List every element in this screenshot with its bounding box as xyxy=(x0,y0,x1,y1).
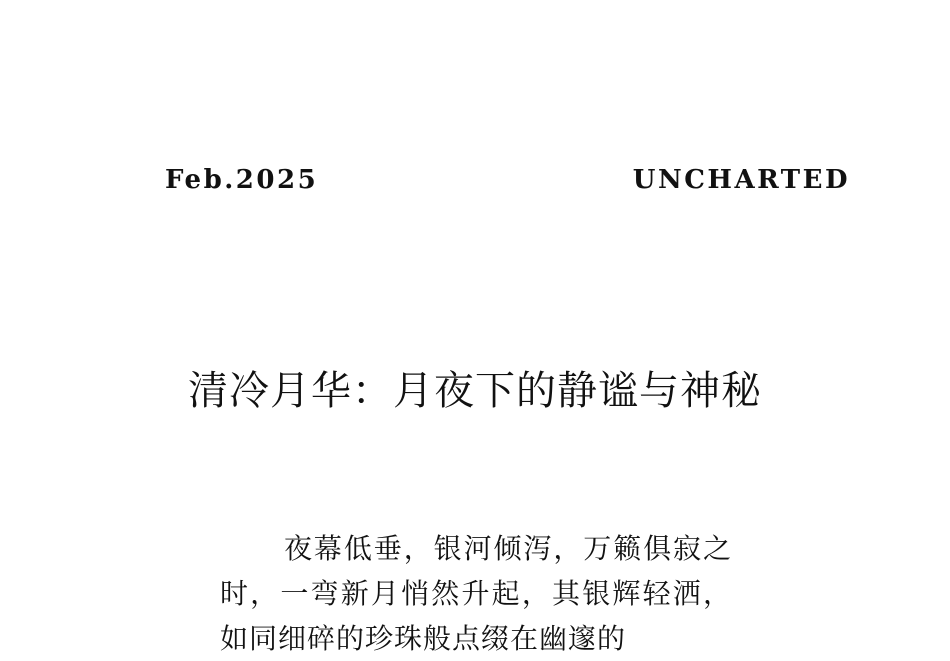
article-paragraph: 夜幕低垂，银河倾泻，万籁俱寂之时，一弯新月悄然升起，其银辉轻洒，如同细碎的珍珠般点缀在幽邃的 xyxy=(220,532,732,655)
article-title: 清冷月华：月夜下的静谧与神秘 xyxy=(188,367,762,414)
magazine-brand: UNCHARTED xyxy=(632,165,850,195)
issue-date: Feb.2025 xyxy=(165,165,319,195)
